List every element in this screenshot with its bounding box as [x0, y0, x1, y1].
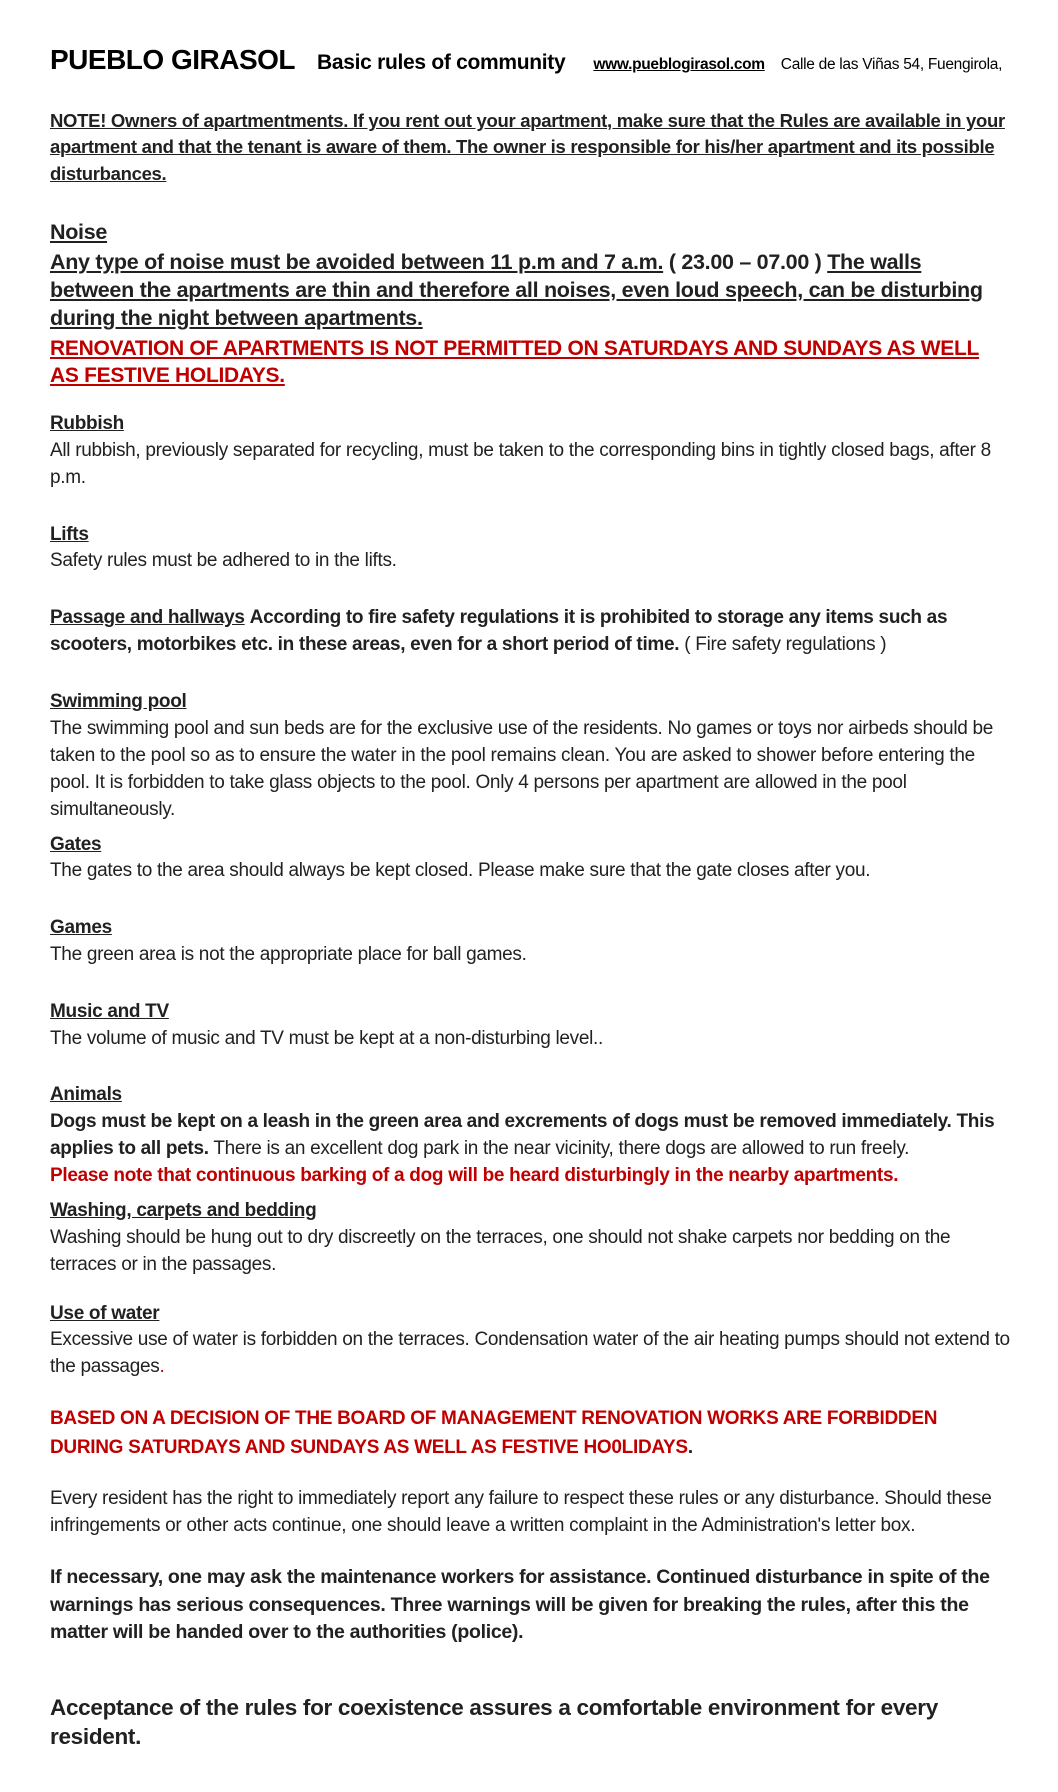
games-rule: The green area is not the appropriate place for ball games.	[50, 943, 527, 965]
community-name: PUEBLO GIRASOL	[50, 44, 296, 75]
website-link[interactable]: www.pueblogirasol.com	[593, 56, 765, 73]
washing-rule: Washing should be hung out to dry discreetly on the terraces, one should not shake carpets nor bedding on the terraces or in the passages.	[50, 1226, 951, 1275]
report-rights-paragraph: Every resident has the right to immediately report any failure to respect these rules or any disturbance. Should these infringements or other acts continue, one should leave a written complaint in the Administration's letter box.	[50, 1488, 992, 1537]
street-address: Calle de las Viñas 54, Fuengirola,	[780, 56, 1003, 73]
section-rubbish	[50, 411, 1010, 492]
lifts-rule: Safety rules must be adhered to in the lifts.	[50, 550, 397, 572]
section-use-of-water	[50, 1301, 1010, 1382]
section-animals	[50, 1082, 1010, 1190]
board-decision-notice	[50, 1405, 1010, 1462]
document-title: Basic rules of community	[317, 51, 566, 74]
rubbish-rule: All rubbish, previously separated for recycling, must be taken to the corresponding bins in tightly closed bags, after 8 p.m.	[50, 439, 991, 488]
noise-time-range: ( 23.00 – 07.00 )	[668, 249, 822, 274]
board-decision-text: BASED ON A DECISION OF THE BOARD OF MANAGEMENT RENOVATION WORKS ARE FORBIDDEN DURING SATURDAYS AND SUNDAYS AS WELL AS FESTIVE HO0LIDAYS	[50, 1408, 938, 1458]
noise-rule	[50, 249, 1010, 333]
section-music-tv	[50, 999, 1010, 1053]
section-passage	[50, 605, 1010, 659]
passage-heading: Passage and hallways	[50, 607, 245, 629]
use-of-water-heading: Use of water	[50, 1302, 160, 1324]
use-of-water-rule	[50, 1327, 1010, 1381]
games-heading: Games	[50, 917, 112, 939]
document-header	[50, 44, 1010, 76]
rubbish-heading: Rubbish	[50, 413, 124, 435]
use-of-water-text: Excessive use of water is forbidden on the terraces. Condensation water of the air heating pumps should not extend to the passages	[50, 1329, 1010, 1378]
noise-rule-part2: The walls between the apartments are thin and therefore all noises, even loud speech, can be disturbing during the night between apartments.	[50, 249, 983, 330]
animals-dog-park-note: There is an excellent dog park in the near vicinity, there dogs are allowed to run freely.	[213, 1138, 910, 1160]
closing-statement: Acceptance of the rules for coexistence assures a comfortable environment for every resident.	[50, 1695, 938, 1750]
section-swimming-pool	[50, 689, 1010, 823]
music-tv-rule: The volume of music and TV must be kept at a non-disturbing level..	[50, 1027, 604, 1049]
lifts-heading: Lifts	[50, 523, 89, 545]
section-lifts	[50, 522, 1010, 576]
section-games	[50, 915, 1010, 969]
passage-reference: ( Fire safety regulations )	[684, 634, 887, 656]
animals-rule	[50, 1109, 1010, 1163]
noise-heading: Noise	[50, 219, 108, 244]
renovation-warning: RENOVATION OF APARTMENTS IS NOT PERMITTED ON SATURDAYS AND SUNDAYS AS WELL AS FESTIVE HOLIDAYS.	[50, 336, 980, 387]
warnings-policy-paragraph: If necessary, one may ask the maintenance workers for assistance. Continued disturbance in spite of the warnings has serious consequences. Three warnings will be given for breaking the rules, after this the matter will be handed over to the authorities (police).	[50, 1565, 990, 1644]
barking-warning: Please note that continuous barking of a dog will be heard disturbingly in the nearby apartments.	[50, 1165, 899, 1187]
noise-rule-part1: Any type of noise must be avoided between 11 p.m and 7 a.m.	[50, 249, 664, 274]
gates-heading: Gates	[50, 833, 102, 855]
passage-paragraph	[50, 605, 1010, 659]
animals-heading: Animals	[50, 1084, 122, 1106]
section-gates	[50, 832, 1010, 886]
gates-rule: The gates to the area should always be kept closed. Please make sure that the gate closes after you.	[50, 860, 871, 882]
board-decision-period: .	[687, 1436, 693, 1458]
music-tv-heading: Music and TV	[50, 1000, 169, 1022]
swimming-pool-heading: Swimming pool	[50, 691, 187, 713]
section-noise	[50, 217, 1010, 390]
use-of-water-red-period: .	[159, 1356, 165, 1378]
passage-bold-rule: According to fire safety regulations it is prohibited to storage any items such as scooters, motorbikes etc. in these areas, even for a short period of time.	[50, 607, 948, 656]
owners-note: NOTE! Owners of apartmentments. If you rent out your apartment, make sure that the Rules are available in your apartment and that the tenant is aware of them. The owner is responsible for his/her apartment and its possible disturbances.	[50, 110, 1005, 184]
washing-heading: Washing, carpets and bedding	[50, 1199, 317, 1221]
animals-bold-rule: Dogs must be kept on a leash in the green area and excrements of dogs must be removed immediately. This applies to all pets.	[50, 1111, 995, 1160]
swimming-pool-rule: The swimming pool and sun beds are for the exclusive use of the residents. No games or toys nor airbeds should be taken to the pool so as to ensure the water in the pool remains clean. You are asked to shower before entering the pool. It is forbidden to take glass objects to the pool. Only 4 persons per apartment are allowed in the pool simultaneously.	[50, 717, 994, 820]
section-washing	[50, 1198, 1010, 1279]
